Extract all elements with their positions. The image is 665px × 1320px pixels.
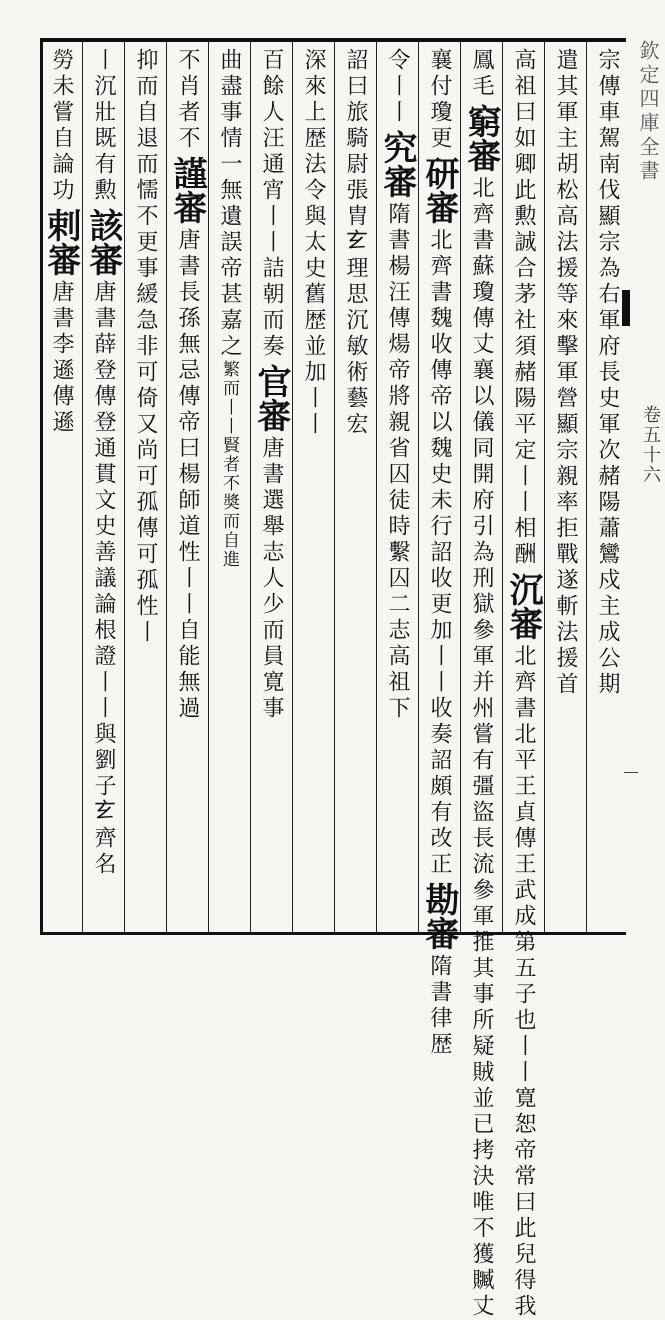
text-column-3 <box>502 48 544 1320</box>
entry-text: 曲盡事情一無遺誤帝甚嘉之 <box>217 48 242 360</box>
entry-text: 宗傳車駕南伐顯宗為右軍府長史軍次赭陽蕭鸞戍主成公期 <box>595 48 620 698</box>
entry-heading: 研審 <box>419 156 459 224</box>
entry-heading: 勘審 <box>419 882 459 950</box>
entry-text: 遣其軍主胡松高法援等來擊軍營顯宗親率拒戰遂斬法援首 <box>553 48 578 698</box>
entry-text: 北齊書魏收傳帝以魏史未行詔收更加丨丨收奏詔頗有改正 <box>427 228 452 878</box>
entry-text: 唐書薛登傳登通貫文史善議論根證丨丨與劉子𤣥齊名 <box>91 280 116 878</box>
entry-text: 唐書選舉志人少而員寛事 <box>259 436 284 722</box>
volume-label: 卷五十六 <box>640 405 661 485</box>
margin-tick <box>624 772 638 773</box>
entry-heading: 該審 <box>83 208 123 276</box>
entry-heading: 官審 <box>251 364 291 432</box>
entry-text: 深來上歴法令與太史舊歴並加丨丨 <box>301 48 326 438</box>
text-column-12 <box>124 48 166 926</box>
text-column-7 <box>334 48 376 926</box>
entry-text: 勞未嘗自論功 <box>49 48 74 204</box>
text-column-10 <box>208 48 250 926</box>
entry-text: 唐書李遜傳遜 <box>49 280 74 436</box>
text-column-11 <box>166 48 208 926</box>
text-column-8 <box>292 48 334 926</box>
entry-text: 百餘人汪通宵丨丨詰朝而奏 <box>259 48 284 360</box>
text-column-14 <box>43 48 82 926</box>
entry-text: 北齊書北平王貞傳王武成第五子也丨丨寛恕帝常曰此兒得我 <box>511 644 536 1320</box>
entry-text: 抑而自退 <box>133 48 158 152</box>
entry-text: 鳳毛 <box>469 48 494 100</box>
entry-text: 北齊書蘇瓊傳丈襄以儀同開府引為刑獄參軍并州嘗有彊盜長流參軍推其事所疑賊並已拷決唯不獲贓丈 <box>469 176 494 1320</box>
entry-heading: 究審 <box>377 130 417 198</box>
entry-text: 襄付瓊更 <box>427 48 452 152</box>
fish-tail-mark <box>622 290 630 326</box>
text-column-1 <box>586 48 628 926</box>
entry-text: 隋書律歴 <box>427 954 452 1058</box>
text-column-6 <box>376 48 418 926</box>
entry-text: 丨沉壯既有勲 <box>91 48 116 204</box>
entry-text: 令丨丨 <box>385 48 410 126</box>
entry-heading: 沉審 <box>503 572 543 640</box>
entry-heading: 窮審 <box>461 104 501 172</box>
entry-text: 不肖者不 <box>175 48 200 152</box>
entry-text: 唐書長孫無忌傳帝曰楊師道性丨丨自能無過 <box>175 228 200 722</box>
book-title: 欽定四庫全書 <box>636 40 660 184</box>
entry-text: 而懦不更事緩急非可倚又尚可孤傳可孤性丨 <box>133 152 158 646</box>
entry-heading: 剌審 <box>41 208 81 276</box>
text-column-13 <box>82 48 124 926</box>
entry-text: 高祖曰如卿此勲誠合茅社須赭陽平定丨丨相酬 <box>511 48 536 568</box>
entry-text: 繁而丨丨賢者不奬而自進 <box>219 360 239 569</box>
text-column-4 <box>460 48 502 1320</box>
entry-heading: 謹審 <box>167 156 207 224</box>
text-column-5 <box>418 48 460 1058</box>
entry-text: 詔曰旅騎尉張胄𤣥理思沉敏術藝宏 <box>343 48 368 438</box>
text-column-9 <box>250 48 292 926</box>
text-column-2 <box>544 48 586 926</box>
page-frame <box>40 38 626 1320</box>
entry-text: 隋書楊汪傳煬帝將親省囚徒時繫囚二志高祖下 <box>385 202 410 722</box>
